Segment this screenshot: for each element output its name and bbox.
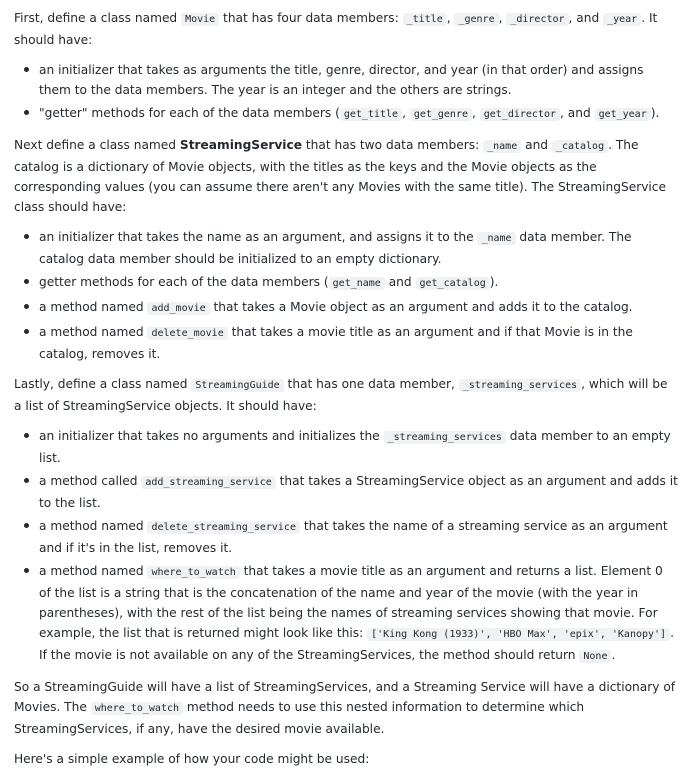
list-item: "getter" methods for each of the data members ( get_title , get_genre , get_director , and get_year ). — [39, 103, 678, 125]
list-item: a method named delete_streaming_service that takes the name of a streaming service as an argument and if it's in the list, removes it. — [39, 516, 678, 558]
streaming-service-requirements-list — [14, 227, 678, 364]
streaming-guide-requirements-list — [14, 426, 678, 667]
list-item: an initializer that takes as arguments the title, genre, director, and year (in that order) and assigns them to the data members. The year is an integer and the others are strings. — [39, 60, 678, 100]
list-item: a method named where_to_watch that takes a movie title as an argument and returns a list. Element 0 of the list is a string that is the concatenation of the name and year of the movie (with the year in parentheses), with the rest of the list being the names of streaming services showing that movie. For example, the list that is returned might look like this: ['King Kong (1933)', 'HBO Max', 'epix', 'Kanopy'] . If the movie is not available on any of the StreamingServices, the method should return None . — [39, 561, 678, 667]
list-item: an initializer that takes no arguments and initializes the _streaming_services data member to an empty list. — [39, 426, 678, 468]
streaming-guide-intro: Lastly, define a class named StreamingGuide that has one data member, _streaming_services , which will be a list of StreamingService objects. It should have: — [14, 377, 668, 413]
list-item: a method named add_movie that takes a Movie object as an argument and adds it to the catalog. — [39, 297, 678, 319]
movie-requirements-list — [14, 60, 678, 125]
list-item: an initializer that takes the name as an argument, and assigns it to the _name data member. The catalog data member should be initialized to an empty dictionary. — [39, 227, 678, 269]
list-item: a method called add_streaming_service that takes a StreamingService object as an argument and adds it to the list. — [39, 471, 678, 513]
example-intro: Here's a simple example of how your code might be used: — [14, 752, 370, 766]
movie-class-intro: First, define a class named Movie that has four data members: _title , _genre , _director , and _year . It should have: — [14, 11, 658, 47]
list-item: a method named delete_movie that takes a movie title as an argument and if that Movie is in the catalog, removes it. — [39, 322, 678, 364]
summary-paragraph: So a StreamingGuide will have a list of StreamingServices, and a Streaming Service will have a dictionary of Movies. The where_to_watch method needs to use this nested information to determine which StreamingServices, if any, have the desired movie available. — [14, 680, 676, 736]
list-item: getter methods for each of the data members ( get_name and get_catalog ). — [39, 272, 678, 294]
streaming-service-intro: Next define a class named StreamingService that has two data members: _name and _catalog . The catalog is a dictionary of Movie objects, with the titles as the keys and the Movie objects as the corresponding values (you can assume there aren't any Movies with the same title). The StreamingService class should have: — [14, 138, 667, 214]
